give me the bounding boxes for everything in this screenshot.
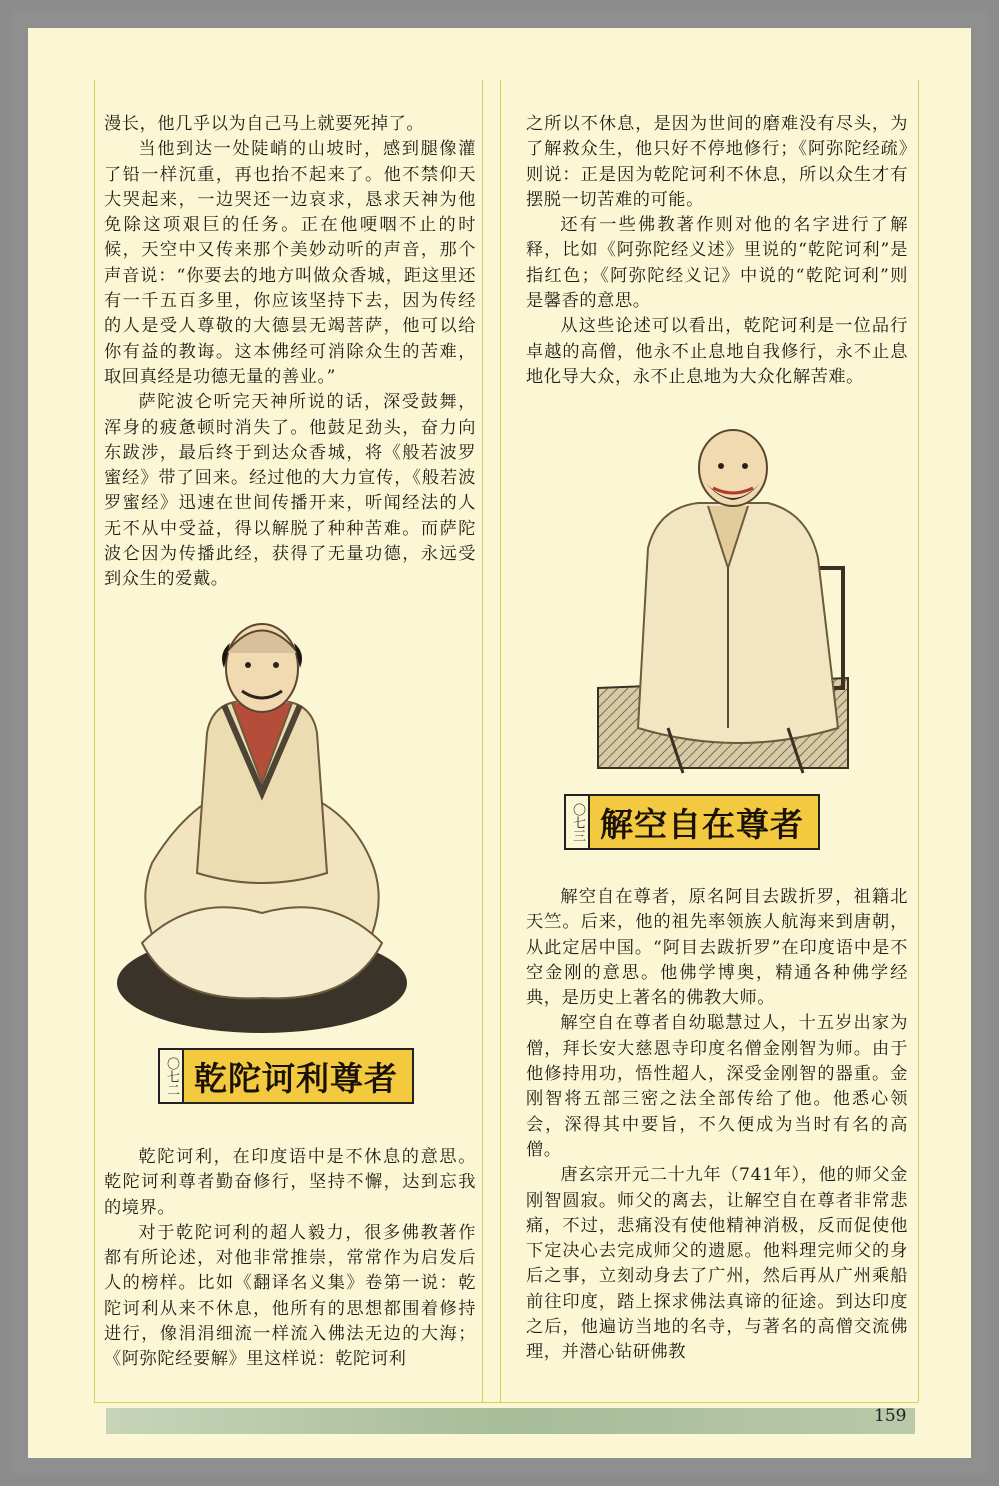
bottom-rule [94,1402,918,1403]
paragraph: 漫长，他几乎以为自己马上就要死掉了。 [104,114,425,134]
monk-illustration-073 [588,428,888,788]
section-number: 〇七二 [158,1048,184,1104]
paragraph: 之所以不休息，是因为世间的磨难没有尽头，为了解救众生，他只好不停地修行；《阿弥陀经疏》则说：正是因为乾陀诃利不休息，所以众生才有摆脱一切苦难的可能。 [526,114,908,210]
paragraph: 解空自在尊者自幼聪慧过人，十五岁出家为僧，拜长安大慈恩寺印度名僧金刚智为师。由于他修持用功，悟性超人，深受金刚智的器重。金刚智将五部三密之法全部传给了他。他悉心领会，深得其中要旨，不久便成为当时有名的高僧。 [526,1013,908,1160]
left-column-text [104,112,476,593]
paragraph: 当他到达一处陡峭的山坡时，感到腿像灌了铅一样沉重，再也抬不起来了。他不禁仰天大哭起来，一边哭还一边哀求，恳求天神为他免除这项艰巨的任务。正在他哽咽不止的时候，天空中又传来那个美妙动听的声音，那个声音说：“你要去的地方叫做众香城，距这里还有一千五百多里，你应该坚持下去，因为传经的人是受人尊敬的大德昙无竭菩萨，他可以给你有益的教诲。这本佛经可消除众生的苦难，取回真经是功德无量的善业。” [104,139,476,387]
right-section-text [526,885,908,1366]
section-heading: 乾陀诃利尊者 [184,1048,414,1104]
left-column-rule-left [94,80,95,1402]
page-number: 159 [874,1406,907,1426]
left-section-text [104,1145,476,1373]
paragraph: 乾陀诃利，在印度语中是不休息的意思。乾陀诃利尊者勤奋修行，坚持不懈，达到忘我的境界。 [104,1147,476,1218]
paragraph: 解空自在尊者，原名阿目去跋折罗，祖籍北天竺。后来，他的祖先率领族人航海来到唐朝，从此定居中国。“阿目去跋折罗”在印度语中是不空金刚的意思。他佛学博奥，精通各种佛学经典，是历史上著名的佛教大师。 [526,887,908,1009]
section-title-073 [564,794,820,850]
paragraph: 从这些论述可以看出，乾陀诃利是一位品行卓越的高僧，他永不止息地自我修行，永不止息地化导大众，永不止息地为大众化解苦难。 [526,316,908,387]
paragraph: 还有一些佛教著作则对他的名字进行了解释，比如《阿弥陀经义述》里说的“乾陀诃利”是指红色；《阿弥陀经义记》中说的“乾陀诃利”则是馨香的意思。 [526,215,908,312]
right-column-text [526,112,908,390]
monk-illustration-072 [112,613,412,1043]
section-number: 〇七三 [564,794,590,850]
book-page [28,28,971,1458]
footer-bar [106,1408,915,1434]
section-heading: 解空自在尊者 [590,794,820,850]
center-column-rule [482,80,483,1402]
right-column-rule [918,80,919,1402]
paragraph: 唐玄宗开元二十九年（741年），他的师父金刚智圆寂。师父的离去，让解空自在尊者非常悲痛，不过，悲痛没有使他精神消极，反而促使他下定决心去完成师父的遗愿。他料理完师父的身后之事，立刻动身去了广州，然后再从广州乘船前往印度，踏上探求佛法真谛的征途。到达印度之后，他遍访当地的名寺，与著名的高僧交流佛理，并潜心钻研佛教 [526,1165,908,1363]
paragraph: 萨陀波仑听完天神所说的话，深受鼓舞，浑身的疲惫顿时消失了。他鼓足劲头，奋力向东跋涉，最后终于到达众香城，将《般若波罗蜜经》带了回来。经过他的大力宣传，《般若波罗蜜经》迅速在世间传播开来，听闻经法的人无不从中受益，得以解脱了种种苦难。而萨陀波仑因为传播此经，获得了无量功德，永远受到众生的爱戴。 [104,392,476,590]
paragraph: 对于乾陀诃利的超人毅力，很多佛教著作都有所论述，对他非常推崇，常常作为启发后人的榜样。比如《翻译名义集》卷第一说：乾陀诃利从来不休息，他所有的思想都围着修持进行，像涓涓细流一样流入佛法无边的大海；《阿弥陀经要解》里这样说：乾陀诃利 [104,1222,476,1370]
section-title-072 [158,1048,414,1104]
center-column-rule-2 [500,80,501,1402]
